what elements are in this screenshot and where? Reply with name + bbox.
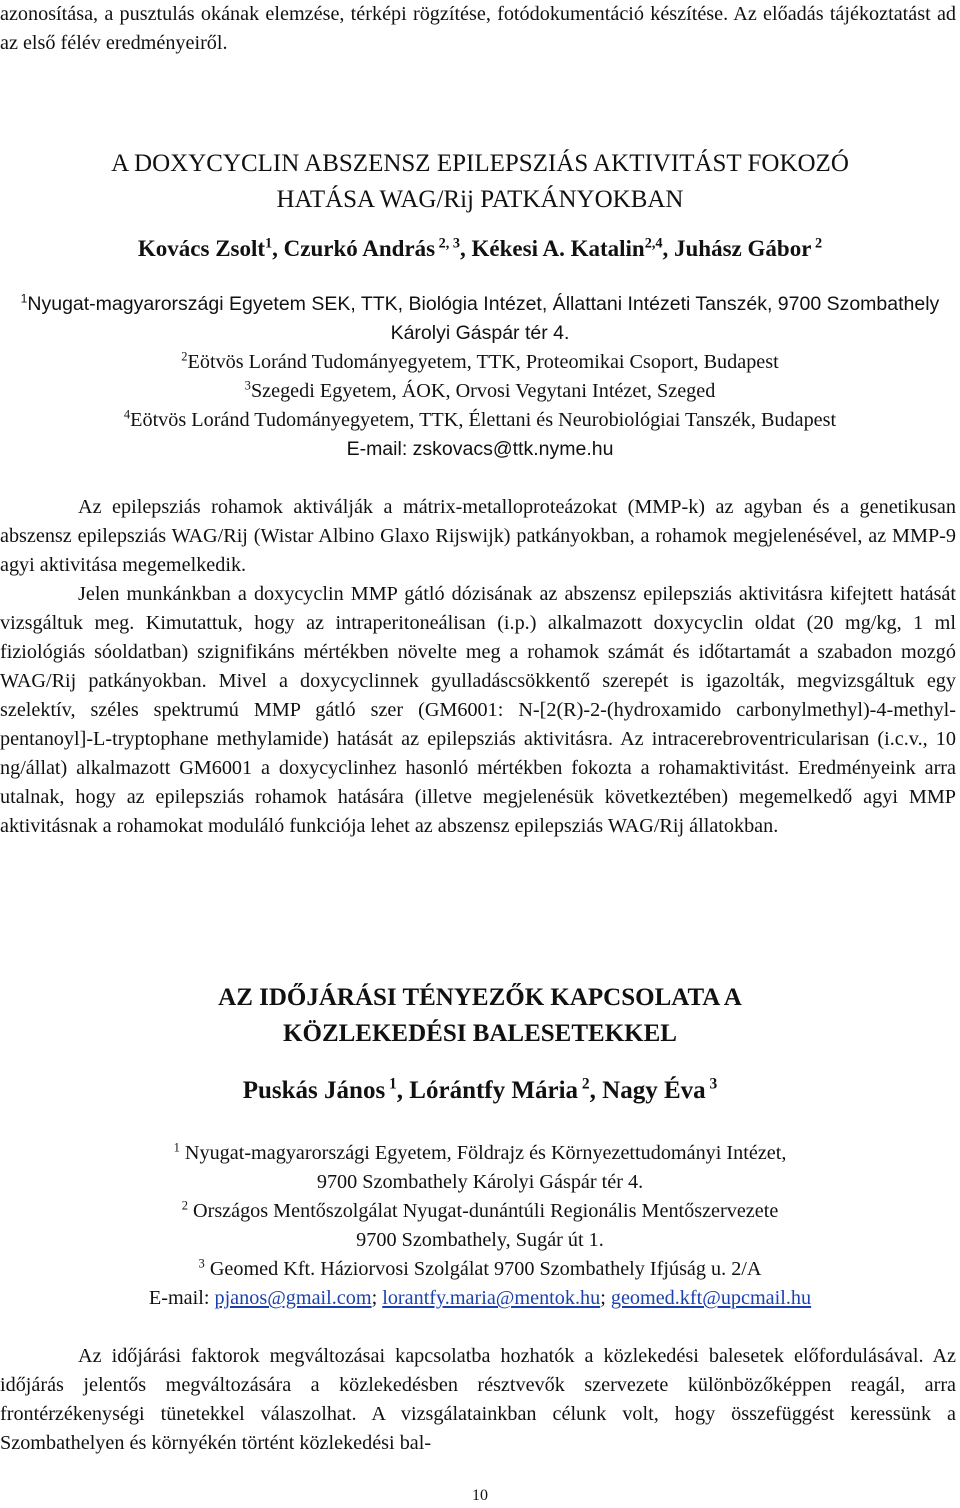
author-sup: 1: [265, 235, 273, 252]
author-sep: ,: [272, 236, 284, 261]
email-label: E-mail:: [148, 1287, 215, 1309]
article2-paragraph-1: Az időjárási faktorok megváltozásai kapcsolatba hozhatók a közlekedési balesetek előfordulásával. Az időjárás jelentős megváltozására a közlekedésben résztvevők szervezete különbözőképpen reagál, arra frontérzékenységi tünetekkel válaszolhat. A vizsgálatainkban célunk volt, hogy összefüggést keressünk a Szombathelyen és környékén történt közlekedési bal-: [0, 1345, 956, 1454]
affiliation-sup: 4: [123, 407, 131, 422]
author-name: Czurkó András: [283, 236, 436, 261]
author-sup: 3: [705, 1075, 718, 1093]
author-name: Juhász Gábor: [674, 236, 812, 261]
author-name: Kékesi A. Katalin: [471, 236, 645, 261]
affiliation-3: [0, 377, 960, 406]
author-sup: 2: [578, 1075, 590, 1093]
article1-paragraph-1: Az epilepsziás rohamok aktiválják a mátrix-metalloproteázokat (MMP-k) az agyban és a genetikusan abszensz epilepsziás WAG/Rij (Wistar Albino Glaxo Rijswijk) patkányokban, a rohamok megjelenésével, az MMP-9 agyi aktivitása megemelkedik.: [0, 496, 956, 576]
author-name: Nagy Éva: [602, 1077, 706, 1104]
article1-affiliations: [0, 290, 960, 464]
article1-authors: [0, 234, 960, 264]
intro-paragraph: azonosítása, a pusztulás okának elemzése, térképi rögzítése, fotódokumentáció készítése. Az előadás tájékoztatást ad az első félév eredményeiről.: [0, 3, 956, 54]
affiliation-text: Geomed Kft. Háziorvosi Szolgálat 9700 Szombathely Ifjúság u. 2/A: [204, 1258, 762, 1280]
author-sup: 2,4: [644, 235, 663, 252]
email-link-3[interactable]: geomed.kft@upcmail.hu: [610, 1287, 812, 1309]
affiliation-4: [0, 406, 960, 435]
affiliation-1-line2: 9700 Szombathely Károlyi Gáspár tér 4.: [316, 1171, 644, 1193]
article1-paragraph-2: Jelen munkánkban a doxycyclin MMP gátló dózisának az abszensz epilepsziás aktivitásra kifejtett hatását vizsgáltuk meg. Kimutattuk, hogy az intraperitoneálisan (i.p.) alkalmazott doxycyclin oldat (20 mg/kg, 1 ml fiziológiás sóoldatban) szignifikáns mértékben növelte meg a rohamok számát és időtartamát a szabadon mozgó WAG/Rij patkányokban. Mivel a doxycyclinnek gyulladáscsökkentő szerepét is igazolták, megvizsgáltuk egy szelektív, széles spektrumú MMP gátló szer (GM6001: N-[2(R)-2-(hydroxamido carbonylmethyl)-4-methyl-pentanoyl]-L-tryptophane methylamide) hatását az epilepsziás aktivitásra. Az intracerebroventricularisan (i.c.v., 10 ng/állat) alkalmazott GM6001 a doxycyclinhez hasonló mértékben fokozta a rohamaktivitást. Eredményeink arra utalnak, hogy az epilepsziás rohamok hatására (illetve megjelenésük következtében) megemelkedő agyi MMP aktivitásnak a rohamokat moduláló funkciója lehet az abszensz epilepsziás WAG/Rij állatokban.: [0, 583, 956, 837]
author-name: Lórántfy Mária: [409, 1077, 579, 1104]
article2-title-line2: KÖZLEKEDÉSI BALESETEKKEL: [283, 1020, 677, 1047]
affiliation-text: Eötvös Loránd Tudományegyetem, TTK, Élettani és Neurobiológiai Tanszék, Budapest: [130, 409, 837, 431]
email-link-1[interactable]: pjanos@gmail.com: [214, 1287, 372, 1309]
affiliation-2-line2: 9700 Szombathely, Sugár út 1.: [356, 1229, 604, 1251]
affiliation-text: Nyugat-magyarországi Egyetem SEK, TTK, Biológia Intézet, Állattani Intézeti Tanszék, 9700 Szombathely Károlyi Gáspár tér 4.: [27, 293, 940, 344]
author-sep: ,: [396, 1077, 410, 1104]
author-sup: 2, 3: [435, 235, 461, 252]
affiliation-sup: 2: [181, 349, 188, 364]
article1-title: [0, 146, 960, 218]
author-sup: 1: [385, 1075, 397, 1093]
email-link-2[interactable]: lorantfy.maria@mentok.hu: [382, 1287, 601, 1309]
affiliation-3: [0, 1255, 960, 1284]
article2-abstract: [0, 1342, 956, 1458]
author-sep: ,: [589, 1077, 603, 1104]
article1-email: E-mail: zskovacs@ttk.nyme.hu: [346, 438, 614, 460]
affiliation-1: [0, 290, 960, 348]
affiliation-sup: 3: [244, 378, 251, 393]
article2-title: [0, 980, 960, 1052]
author-sup: 2: [811, 235, 823, 252]
author-name: Puskás János: [242, 1077, 386, 1104]
email-separator: ;: [371, 1287, 383, 1309]
affiliation-text: Országos Mentőszolgálat Nyugat-dunántúli Regionális Mentőszervezete: [187, 1200, 779, 1222]
author-sep: ,: [460, 236, 472, 261]
article1-abstract: [0, 493, 956, 841]
article1-title-line1: A DOXYCYCLIN ABSZENSZ EPILEPSZIÁS AKTIVITÁST FOKOZÓ: [111, 150, 849, 177]
article2-email: [0, 1284, 960, 1313]
affiliation-sup: 2: [181, 1198, 188, 1213]
author-name: Kovács Zsolt: [137, 236, 266, 261]
article2-authors: [0, 1076, 960, 1106]
affiliation-1: [0, 1139, 960, 1168]
affiliation-sup: 3: [198, 1256, 205, 1271]
affiliation-text: Szegedi Egyetem, ÁOK, Orvosi Vegytani Intézet, Szeged: [250, 380, 716, 402]
affiliation-sup: 1: [173, 1140, 180, 1155]
affiliation-text: Eötvös Loránd Tudományegyetem, TTK, Proteomikai Csoport, Budapest: [187, 351, 779, 373]
author-sep: ,: [662, 236, 675, 261]
affiliation-sup: 1: [20, 291, 28, 306]
affiliation-2: [0, 348, 960, 377]
affiliation-2: [0, 1197, 960, 1226]
affiliation-text: Nyugat-magyarországi Egyetem, Földrajz és Környezettudományi Intézet,: [179, 1142, 787, 1164]
page-number: 10: [472, 1487, 488, 1504]
article2-title-line1: AZ IDŐJÁRÁSI TÉNYEZŐK KAPCSOLATA A: [218, 984, 742, 1011]
article2-affiliations: [0, 1139, 960, 1313]
article1-title-line2: HATÁSA WAG/Rij PATKÁNYOKBAN: [276, 186, 684, 213]
email-separator: ;: [600, 1287, 611, 1309]
